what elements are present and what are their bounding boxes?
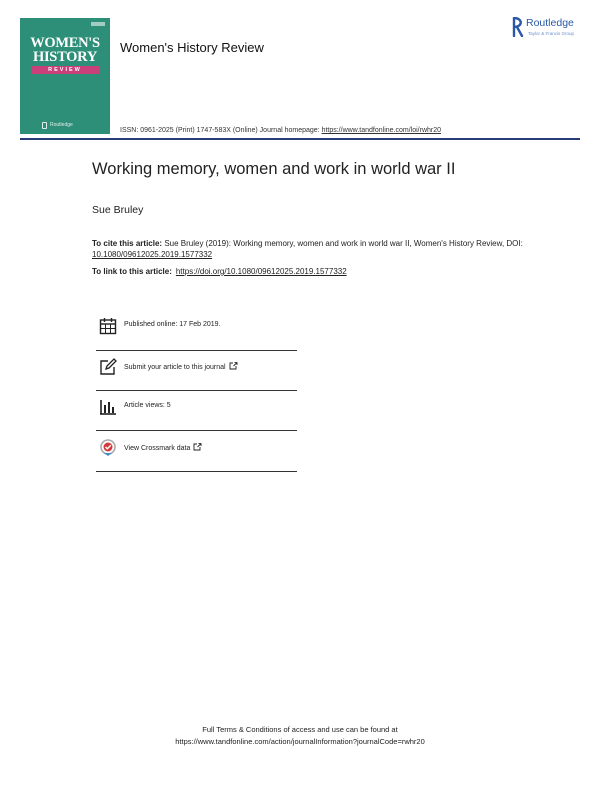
issn-line — [120, 127, 441, 134]
article-doi-link[interactable]: https://doi.org/10.1080/09612025.2019.1577332 — [175, 267, 347, 276]
article-author[interactable]: Sue Bruley — [92, 204, 144, 216]
crossmark-row[interactable] — [96, 437, 296, 465]
citation-doi-link[interactable]: 10.1080/09612025.2019.1577332 — [92, 250, 213, 259]
submit-label: Submit your article to this journal — [124, 364, 226, 371]
bar-chart-icon — [99, 398, 117, 416]
views-row — [96, 396, 296, 424]
journal-cover-image — [20, 18, 110, 134]
crossmark-label: View Crossmark data — [124, 445, 191, 452]
footer-terms-link[interactable]: https://www.tandfonline.com/action/journalInformation?journalCode=rwhr20 — [175, 737, 425, 746]
cover-issue-box — [91, 22, 105, 26]
crossmark-link[interactable] — [124, 443, 202, 452]
issn-text: ISSN: 0961-2025 (Print) 1747-583X (Online) Journal homepage: — [120, 127, 322, 134]
calendar-icon — [99, 317, 117, 335]
article-views: Article views: 5 — [124, 402, 171, 409]
info-divider — [96, 471, 297, 472]
citation-block — [92, 238, 542, 260]
crossmark-icon — [99, 439, 117, 457]
footer — [0, 724, 600, 748]
citation-text: Sue Bruley (2019): Working memory, women and work in world war II, Women's History Review, DOI: — [162, 239, 523, 248]
routledge-logo-icon — [512, 17, 524, 37]
article-title: Working memory, women and work in world war II — [92, 160, 456, 178]
routledge-logo-text: Routledge — [526, 17, 574, 29]
cover-band: REVIEW — [31, 66, 99, 74]
footer-terms-text: Full Terms & Conditions of access and use can be found at — [202, 725, 398, 734]
external-link-icon — [229, 362, 238, 370]
cover-publisher-icon — [42, 122, 47, 129]
published-row — [96, 315, 296, 343]
submit-row[interactable] — [96, 356, 296, 384]
info-divider — [96, 350, 297, 351]
edit-icon — [99, 358, 117, 376]
cover-title: WOMEN'S HISTORY — [30, 35, 100, 65]
link-label: To link to this article: — [92, 267, 172, 276]
submit-article-link[interactable] — [124, 362, 238, 371]
info-divider — [96, 390, 297, 391]
routledge-logo-tagline: Taylor & Francis Group — [528, 31, 575, 36]
external-link-icon — [193, 443, 202, 451]
journal-title[interactable]: Women's History Review — [120, 40, 264, 55]
published-date: Published online: 17 Feb 2019. — [124, 321, 221, 328]
journal-homepage-link[interactable]: https://www.tandfonline.com/loi/rwhr20 — [321, 127, 442, 134]
info-divider — [96, 430, 297, 431]
citation-label: To cite this article: — [92, 239, 163, 248]
article-link-line — [92, 267, 347, 276]
header-divider — [20, 138, 580, 140]
cover-publisher: Routledge — [50, 122, 73, 128]
